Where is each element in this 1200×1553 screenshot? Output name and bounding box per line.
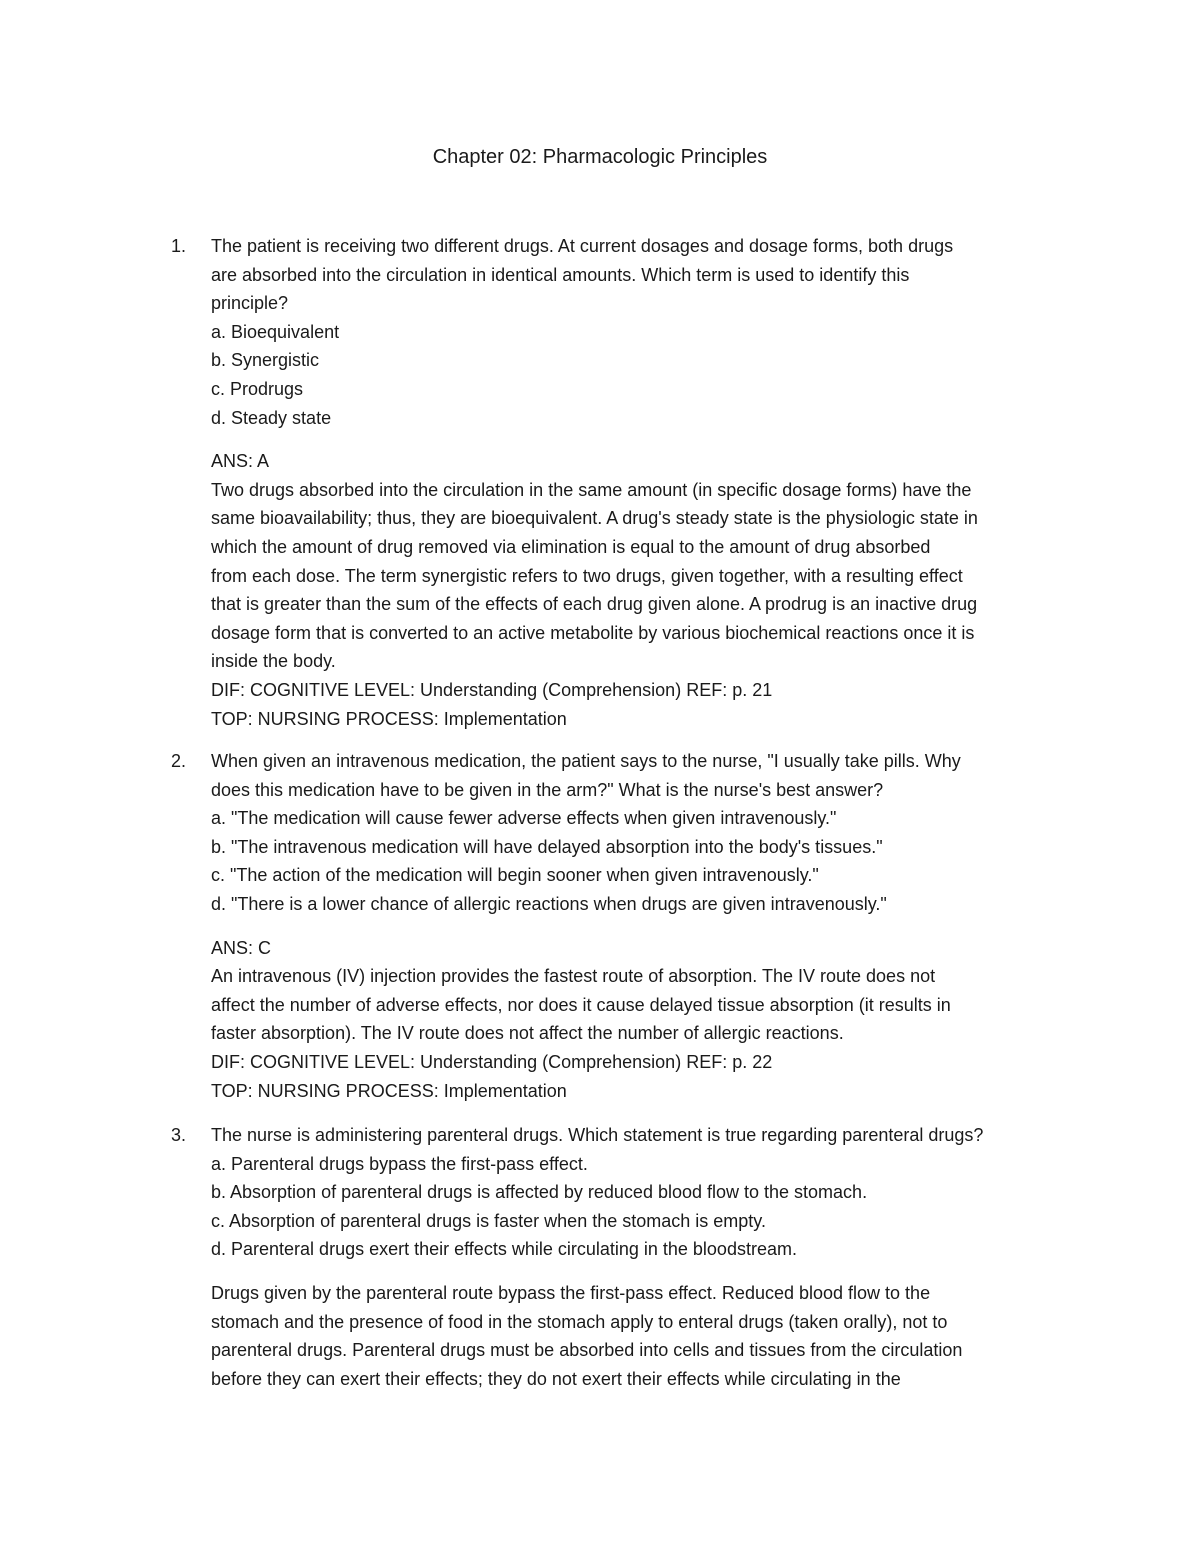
answer-option: a. "The medication will cause fewer adverse effects when given intravenously." [211, 808, 837, 829]
answer-option: b. "The intravenous medication will have delayed absorption into the body's tissues." [211, 836, 883, 857]
rationale-line: Two drugs absorbed into the circulation in the same amount (in specific dosage forms) have the [211, 479, 972, 500]
rationale-line: stomach and the presence of food in the stomach apply to enteral drugs (taken orally), not to [211, 1311, 948, 1332]
rationale-line: same bioavailability; thus, they are bioequivalent. A drug's steady state is the physiologic state in [211, 508, 978, 529]
question-stem-line: When given an intravenous medication, the patient says to the nurse, "I usually take pills. Why [211, 751, 961, 771]
question-stem-line: are absorbed into the circulation in identical amounts. Which term is used to identify this [211, 264, 910, 285]
answer-option: c. "The action of the medication will begin sooner when given intravenously." [211, 865, 819, 886]
answer-option: d. "There is a lower chance of allergic reactions when drugs are given intravenously." [211, 893, 887, 914]
answer-option: c. Absorption of parenteral drugs is faster when the stomach is empty. [211, 1210, 766, 1231]
question-number: 1. [171, 236, 187, 256]
question-stem-line: The nurse is administering parenteral drugs. Which statement is true regarding parenteral drugs? [211, 1125, 984, 1145]
question-number: 3. [171, 1125, 187, 1145]
rationale-line: Drugs given by the parenteral route bypass the first-pass effect. Reduced blood flow to the [211, 1282, 931, 1303]
answer-option: a. Parenteral drugs bypass the first-pass effect. [211, 1153, 588, 1174]
spacer [211, 432, 1071, 447]
answer-option: a. Bioequivalent [211, 321, 340, 342]
rationale-line: inside the body. [211, 651, 336, 672]
answer-option: c. Prodrugs [211, 378, 304, 399]
rationale-line: dosage form that is converted to an active metabolite by various biochemical reactions once it is [211, 622, 975, 643]
difficulty-reference: DIF: COGNITIVE LEVEL: Understanding (Comprehension) REF: p. 21 [211, 679, 773, 700]
rationale-line: from each dose. The term synergistic refers to two drugs, given together, with a resulting effect [211, 565, 963, 586]
answer-option: b. Synergistic [211, 350, 320, 371]
answer-option: b. Absorption of parenteral drugs is affected by reduced blood flow to the stomach. [211, 1182, 868, 1203]
answer-option: d. Steady state [211, 407, 332, 428]
page-title: Chapter 02: Pharmacologic Principles [432, 146, 768, 168]
answer-key: ANS: A [211, 451, 270, 472]
spacer [211, 919, 1071, 934]
rationale-line: affect the number of adverse effects, nor does it cause delayed tissue absorption (it results in [211, 994, 951, 1015]
question-stem-line: principle? [211, 293, 289, 314]
rationale-line: before they can exert their effects; they do not exert their effects while circulating in the [211, 1368, 901, 1389]
rationale-line: faster absorption). The IV route does not affect the number of allergic reactions. [211, 1023, 844, 1044]
question-stem-line: The patient is receiving two different drugs. At current dosages and dosage forms, both drugs [211, 236, 954, 256]
question-stem-line: does this medication have to be given in the arm?" What is the nurse's best answer? [211, 779, 884, 800]
answer-option: d. Parenteral drugs exert their effects while circulating in the bloodstream. [211, 1239, 797, 1260]
question-number: 2. [171, 751, 187, 771]
spacer [211, 1264, 1071, 1279]
rationale-line: parenteral drugs. Parenteral drugs must be absorbed into cells and tissues from the circulation [211, 1340, 963, 1361]
answer-key: ANS: C [211, 937, 272, 958]
question-item [171, 747, 1071, 1105]
rationale-line: An intravenous (IV) injection provides the fastest route of absorption. The IV route does not [211, 966, 936, 987]
question-item [171, 232, 1071, 733]
rationale-line: that is greater than the sum of the effects of each drug given alone. A prodrug is an inactive drug [211, 594, 978, 615]
question-item [171, 1121, 1071, 1393]
topic-tag: TOP: NURSING PROCESS: Implementation [211, 708, 567, 729]
rationale-line: which the amount of drug removed via elimination is equal to the amount of drug absorbed [211, 536, 931, 557]
topic-tag: TOP: NURSING PROCESS: Implementation [211, 1080, 567, 1101]
difficulty-reference: DIF: COGNITIVE LEVEL: Understanding (Comprehension) REF: p. 22 [211, 1051, 773, 1072]
